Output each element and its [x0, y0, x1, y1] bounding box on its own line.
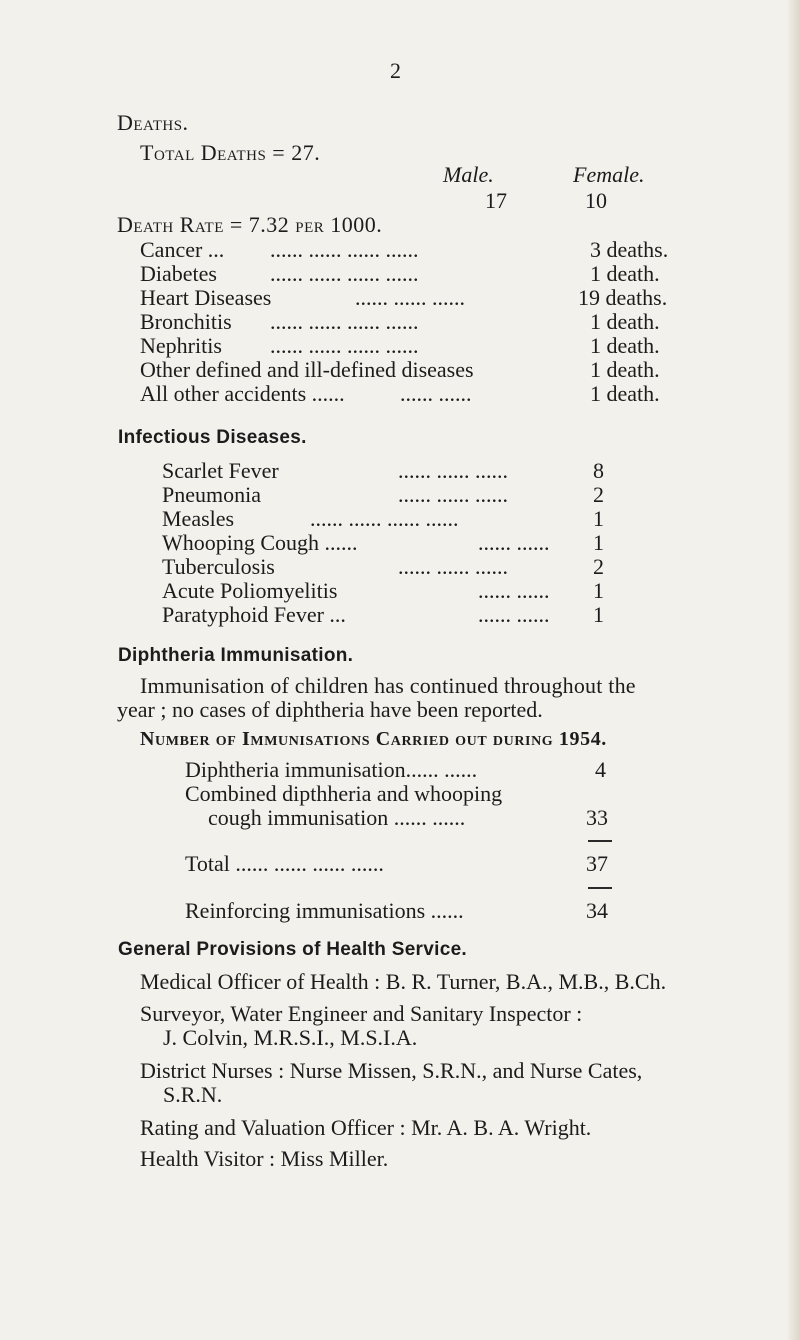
cause-name: Bronchitis	[140, 309, 232, 334]
cause-leader: ...... ...... ...... ......	[270, 309, 419, 334]
disease-value: 8	[593, 458, 604, 483]
immunisation-row-value: 4	[595, 757, 606, 782]
cause-value: 1 death.	[590, 357, 660, 382]
cause-name: Cancer ...	[140, 237, 225, 262]
cause-name: Heart Diseases	[140, 285, 272, 310]
disease-name: Scarlet Fever	[162, 458, 279, 483]
disease-name: Acute Poliomyelitis	[162, 578, 338, 603]
disease-value: 2	[593, 482, 604, 507]
sum-rule	[588, 840, 612, 842]
disease-leader: ...... ...... ......	[398, 554, 508, 579]
diphtheria-heading: Diphtheria Immunisation.	[118, 645, 354, 666]
immunisation-row-label: Combined dipthheria and whooping	[185, 781, 503, 806]
cause-leader: ...... ...... ...... ......	[270, 237, 419, 262]
diphtheria-paragraph-line2: year ; no cases of diphtheria have been reported.	[117, 697, 543, 722]
general-heading: General Provisions of Health Service.	[118, 939, 468, 960]
disease-name: Whooping Cough ......	[162, 530, 358, 555]
female-value: 10	[585, 188, 607, 213]
general-line: S.R.N.	[163, 1082, 223, 1107]
immunisations-number-heading: Number of Immunisations Carried out during 1954.	[140, 728, 607, 750]
cause-name: All other accidents ......	[140, 381, 345, 406]
disease-value: 1	[593, 530, 604, 555]
cause-leader: ...... ...... ...... ......	[270, 261, 419, 286]
reinforcing-value: 34	[586, 898, 608, 923]
cause-leader: ...... ...... ......	[355, 285, 465, 310]
page-edge-shadow	[786, 0, 800, 1340]
cause-value: 3 deaths.	[590, 237, 669, 262]
disease-leader: ...... ...... ......	[398, 482, 508, 507]
disease-leader: ...... ...... ......	[398, 458, 508, 483]
death-rate: Death Rate = 7.32 per 1000.	[117, 212, 383, 237]
total-value: 37	[586, 851, 608, 876]
disease-name: Pneumonia	[162, 482, 261, 507]
disease-value: 2	[593, 554, 604, 579]
cause-name: Other defined and ill-defined diseases	[140, 357, 474, 382]
cause-name: Diabetes	[140, 261, 217, 286]
male-value: 17	[485, 188, 507, 213]
male-label: Male.	[443, 162, 494, 187]
cause-value: 1 death.	[590, 333, 660, 358]
immunisation-row-label: Diphtheria immunisation...... ......	[185, 757, 478, 782]
deaths-heading: Deaths.	[117, 110, 189, 135]
disease-name: Paratyphoid Fever ...	[162, 602, 346, 627]
immunisation-row-value: 33	[586, 805, 608, 830]
sum-rule	[588, 887, 612, 889]
general-line: Medical Officer of Health : B. R. Turner, B.A., M.B., B.Ch.	[140, 969, 667, 994]
reinforcing-label: Reinforcing immunisations ......	[185, 898, 464, 923]
immunisation-row-label: cough immunisation ...... ......	[208, 805, 466, 830]
cause-leader: ...... ...... ...... ......	[270, 333, 419, 358]
disease-leader: ...... ...... ...... ......	[310, 506, 459, 531]
total-label: Total ...... ...... ...... ......	[185, 851, 384, 876]
disease-leader: ...... ......	[478, 578, 550, 603]
total-deaths: Total Deaths = 27.	[140, 140, 321, 165]
general-line: Surveyor, Water Engineer and Sanitary Inspector :	[140, 1001, 583, 1026]
disease-value: 1	[593, 506, 604, 531]
disease-name: Measles	[162, 506, 235, 531]
disease-name: Tuberculosis	[162, 554, 275, 579]
disease-value: 1	[593, 602, 604, 627]
diphtheria-paragraph-line1: Immunisation of children has continued throughout the	[140, 673, 636, 698]
infectious-heading: Infectious Diseases.	[118, 427, 307, 448]
disease-leader: ...... ......	[478, 530, 550, 555]
cause-name: Nephritis	[140, 333, 222, 358]
general-line: District Nurses : Nurse Missen, S.R.N., and Nurse Cates,	[140, 1058, 643, 1083]
cause-leader: ...... ......	[400, 381, 472, 406]
cause-value: 1 death.	[590, 381, 660, 406]
page-number: 2	[390, 58, 401, 83]
cause-value: 1 death.	[590, 309, 660, 334]
general-line: Rating and Valuation Officer : Mr. A. B. A. Wright.	[140, 1115, 592, 1140]
cause-value: 1 death.	[590, 261, 660, 286]
general-line: J. Colvin, M.R.S.I., M.S.I.A.	[163, 1025, 418, 1050]
cause-value: 19 deaths.	[578, 285, 668, 310]
general-line: Health Visitor : Miss Miller.	[140, 1146, 389, 1171]
female-label: Female.	[573, 162, 645, 187]
disease-leader: ...... ......	[478, 602, 550, 627]
disease-value: 1	[593, 578, 604, 603]
